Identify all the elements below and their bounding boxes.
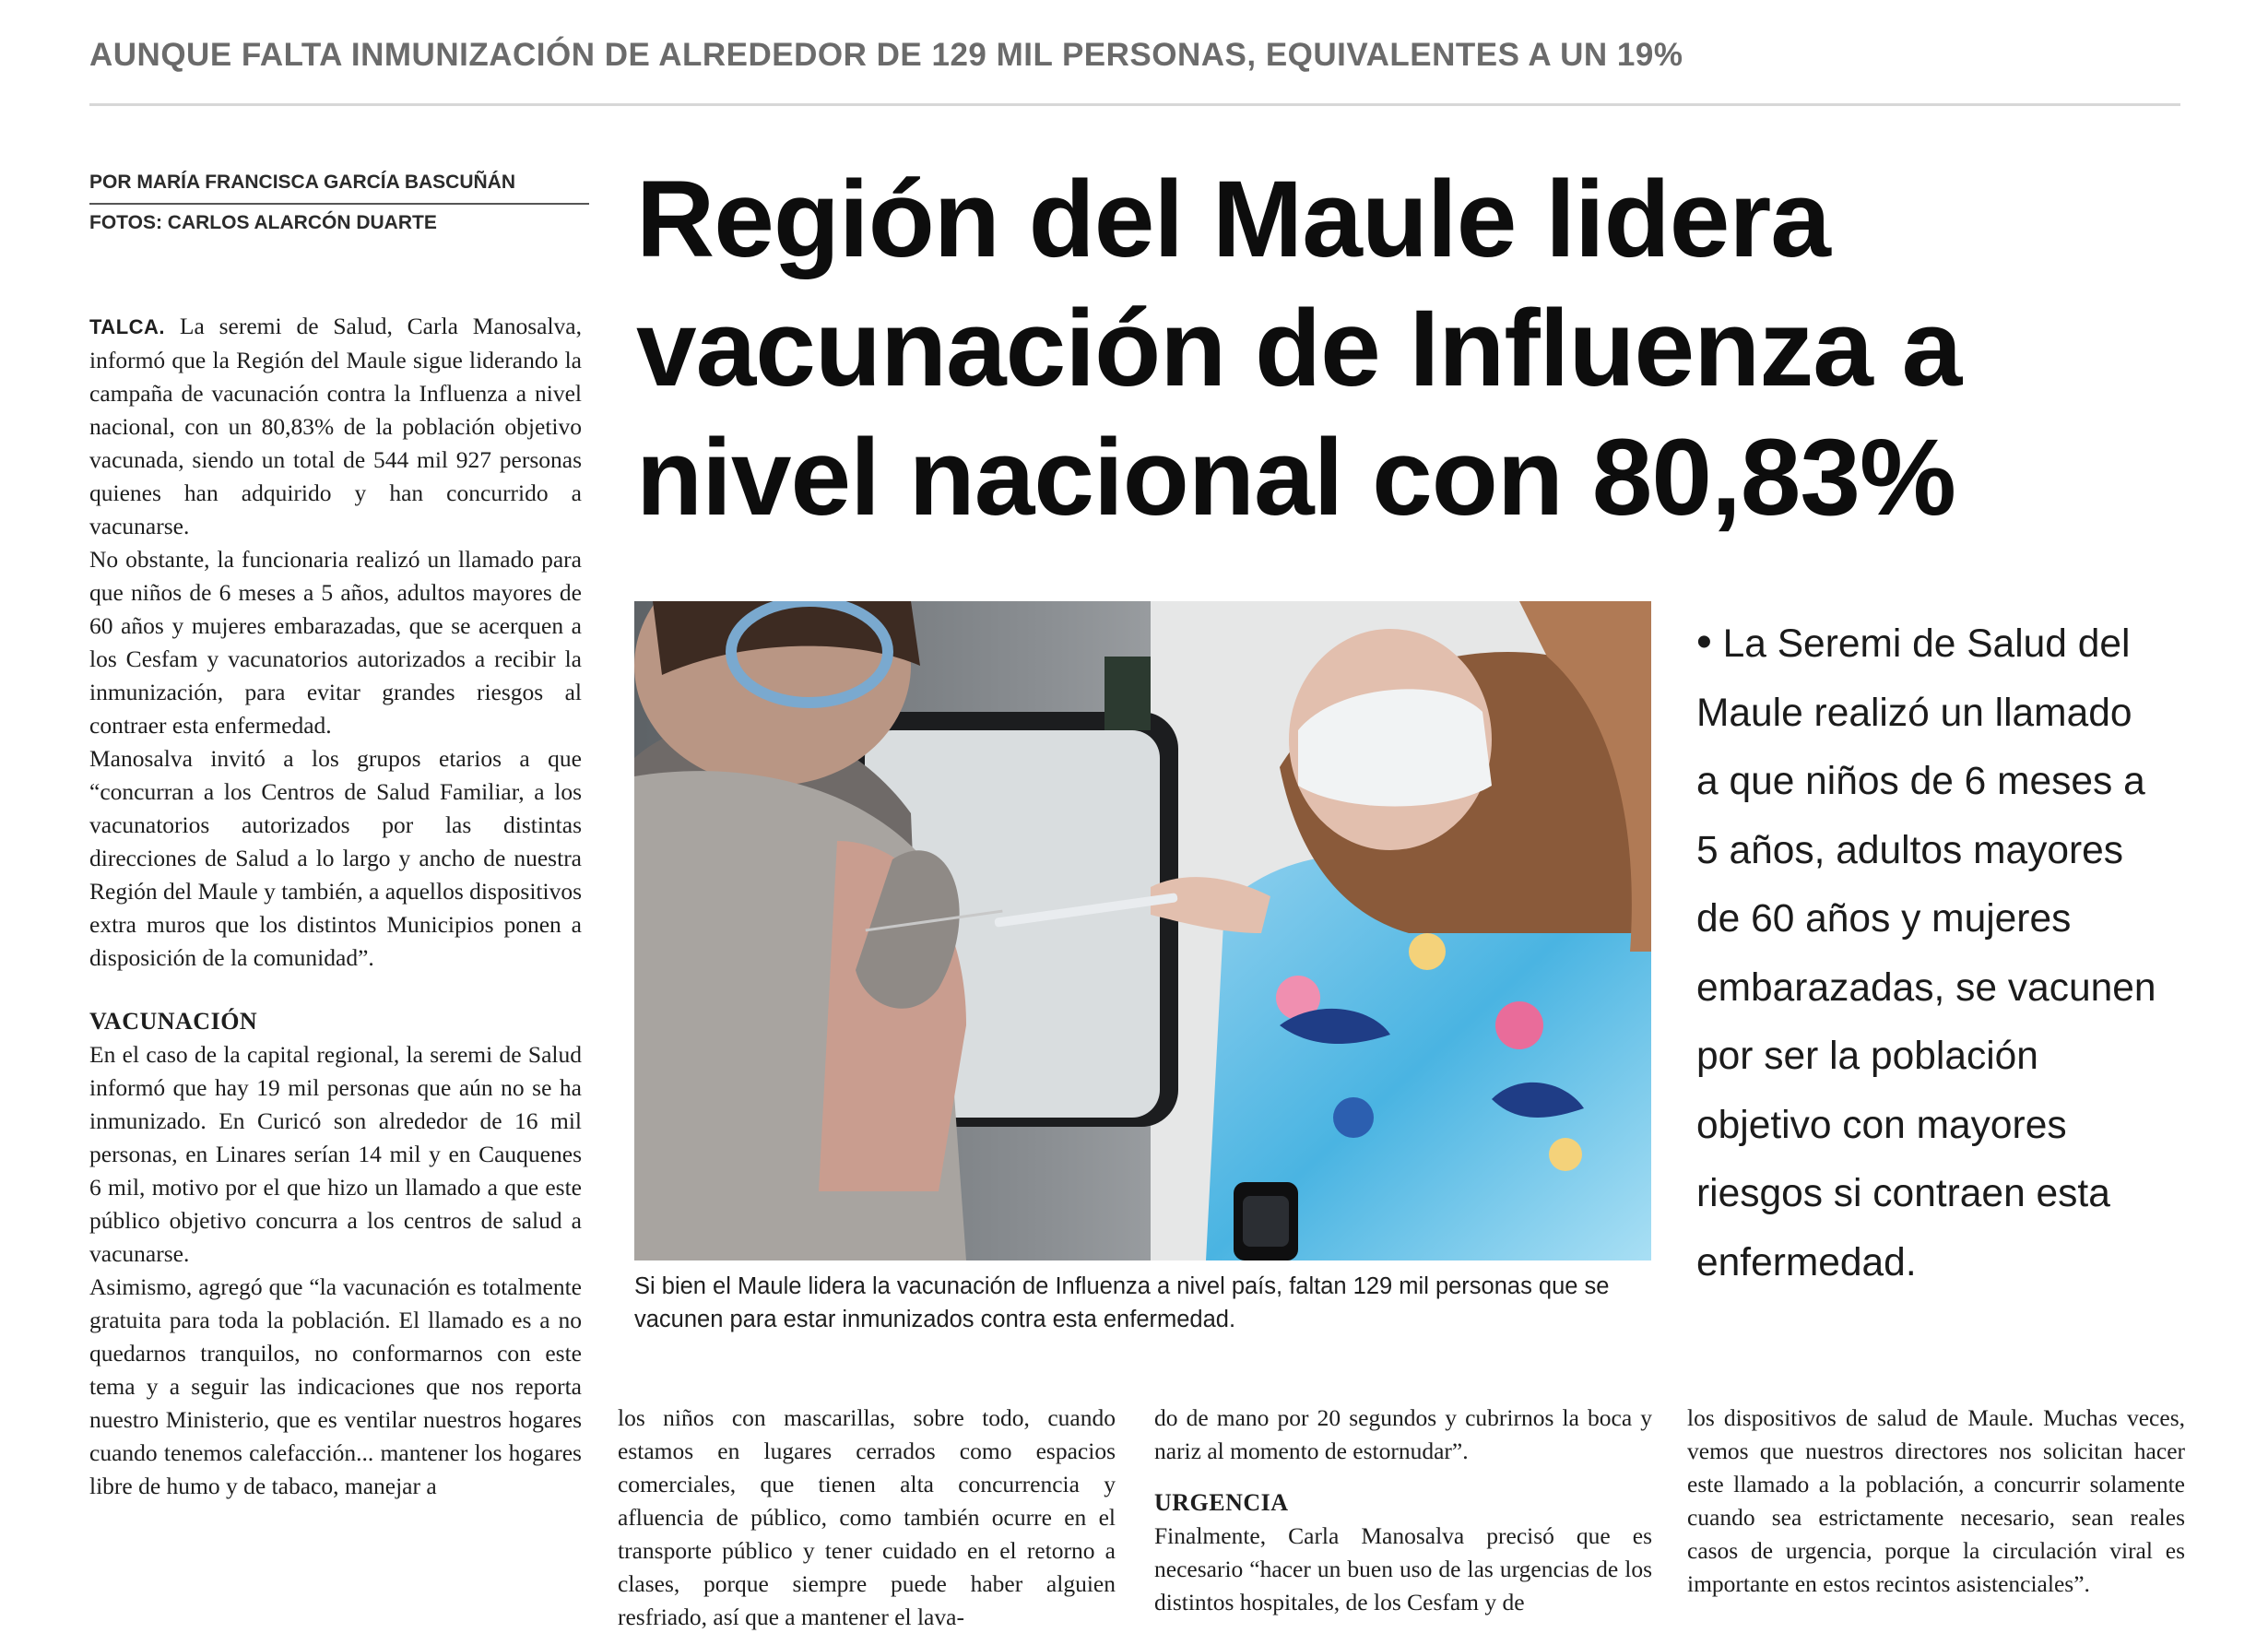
article-column-4 [1687, 1402, 2185, 1601]
article-column-1 [89, 310, 582, 1503]
paragraph: No obstante, la funcionaria realizó un llamado para que niños de 6 meses a 5 años, adultos mayores de 60 años y mujeres embarazadas, que se acerquen a los Cesfam y vacunatorios autorizados a recibir la inmunización, para evitar grandes riesgos al contraer esta enfermedad. [89, 546, 582, 739]
pull-quote-text: La Seremi de Salud del [1722, 622, 2131, 666]
pull-quote-line: objetivo con mayores [1696, 1103, 2067, 1147]
headline [636, 155, 2203, 542]
headline-line-3: nivel nacional con 80,83% [636, 417, 1955, 538]
kicker-line: AUNQUE FALTA INMUNIZACIÓN DE ALREDEDOR DE 129 MIL PERSONAS, EQUIVALENTES A UN 19% [89, 37, 1683, 73]
pull-quote-line: de 60 años y mujeres [1696, 897, 2072, 941]
pull-quote-line: por ser la población [1696, 1035, 2038, 1078]
paragraph: Asimismo, agregó que “la vacunación es totalmente gratuita para toda la población. El llamado es a no quedarnos tranquilos, no conformarnos con este tema y a seguir las indicaciones que nos reporta nuestro Ministerio, que es ventilar nuestros hogares cuando tenemos calefacción... mantener los hogares libre de humo y de tabaco, manejar a [89, 1273, 582, 1499]
byline-divider [89, 203, 589, 205]
article-column-3 [1154, 1402, 1652, 1619]
article-column-2 [618, 1402, 1116, 1634]
pull-quote [1696, 609, 2194, 1297]
paragraph-text: La seremi de Salud, Carla Manosalva, informó que la Región del Maule sigue liderando la campaña de vacunación contra la Influenza a nivel nacional, con un 80,83% de la población objetivo vacunada, siendo un total de 544 mil 927 personas quienes han adquirido y han concurrido a vacunarse. [89, 313, 582, 539]
paragraph: En el caso de la capital regional, la seremi de Salud informó que hay 19 mil personas que aún no se ha inmunizado. En Curicó son alrededor de 16 mil personas, en Linares serían 14 mil y en Cauquenes 6 mil, motivo por el que hizo un llamado a que este público objetivo concurra a los centros de salud a vacunarse. [89, 1041, 582, 1267]
pull-quote-line: embarazadas, se vacunen [1696, 965, 2156, 1010]
pull-quote-line [1696, 609, 2194, 680]
headline-line-1: Región del Maule lidera [636, 159, 1830, 280]
headline-line-2: vacunación de Influenza a [636, 288, 1962, 409]
photo-caption: Si bien el Maule lidera la vacunación de Influenza a nivel país, faltan 129 mil personas que se vacunen para estar inmunizados contra esta enfermedad. [634, 1273, 1610, 1332]
paragraph [89, 310, 582, 543]
dateline: TALCA. [89, 315, 166, 338]
bullet-icon: • [1696, 618, 1712, 667]
pull-quote-line: riesgos si contraen esta [1696, 1172, 2110, 1215]
pull-quote-line: 5 años, adultos mayores [1696, 828, 2124, 872]
article-photo [634, 601, 1651, 1260]
paragraph: do de mano por 20 segundos y cubrirnos la boca y nariz al momento de estornudar”. [1154, 1404, 1652, 1464]
section-subhead: URGENCIA [1154, 1489, 1289, 1516]
paragraph: los niños con mascarillas, sobre todo, cuando estamos en lugares cerrados como espacios comerciales, que tienen alta concurrencia y afluencia de público, como también ocurre en el transporte público y tener cuidado en el retorno a clases, porque siempre puede haber alguien resfriado, así que a mantener el lava- [618, 1404, 1116, 1630]
paragraph: Manosalva invitó a los grupos etarios a que “concurran a los Centros de Salud Familiar, a los vacunatorios autorizados por las distintas direcciones de Salud a lo largo y ancho de nuestra Región del Maule y también, a aquellos dispositivos extra muros que los distintos Municipios ponen a disposición de la comunidad”. [89, 745, 583, 971]
vaccination-photo-illustration [634, 601, 1651, 1260]
pull-quote-line: a que niños de 6 meses a [1696, 760, 2145, 803]
section-subhead: VACUNACIÓN [89, 1008, 258, 1035]
byline-author: POR MARÍA FRANCISCA GARCÍA BASCUÑÁN [89, 172, 515, 193]
pull-quote-line: Maule realizó un llamado [1696, 691, 2132, 735]
top-divider [89, 103, 2180, 106]
paragraph: Finalmente, Carla Manosalva precisó que es necesario “hacer un buen uso de las urgencias de los distintos hospitales, de los Cesfam y de [1154, 1522, 1652, 1615]
byline-photos: FOTOS: CARLOS ALARCÓN DUARTE [89, 212, 437, 233]
pull-quote-line: enfermedad. [1696, 1240, 1917, 1284]
paragraph: los dispositivos de salud de Maule. Muchas veces, vemos que nuestros directores nos solicitan hacer este llamado a la población, a concurrir solamente cuando sea estrictamente necesario, sean reales casos de urgencia, porque la circulación viral es importante en estos recintos asistenciales”. [1687, 1404, 2185, 1597]
